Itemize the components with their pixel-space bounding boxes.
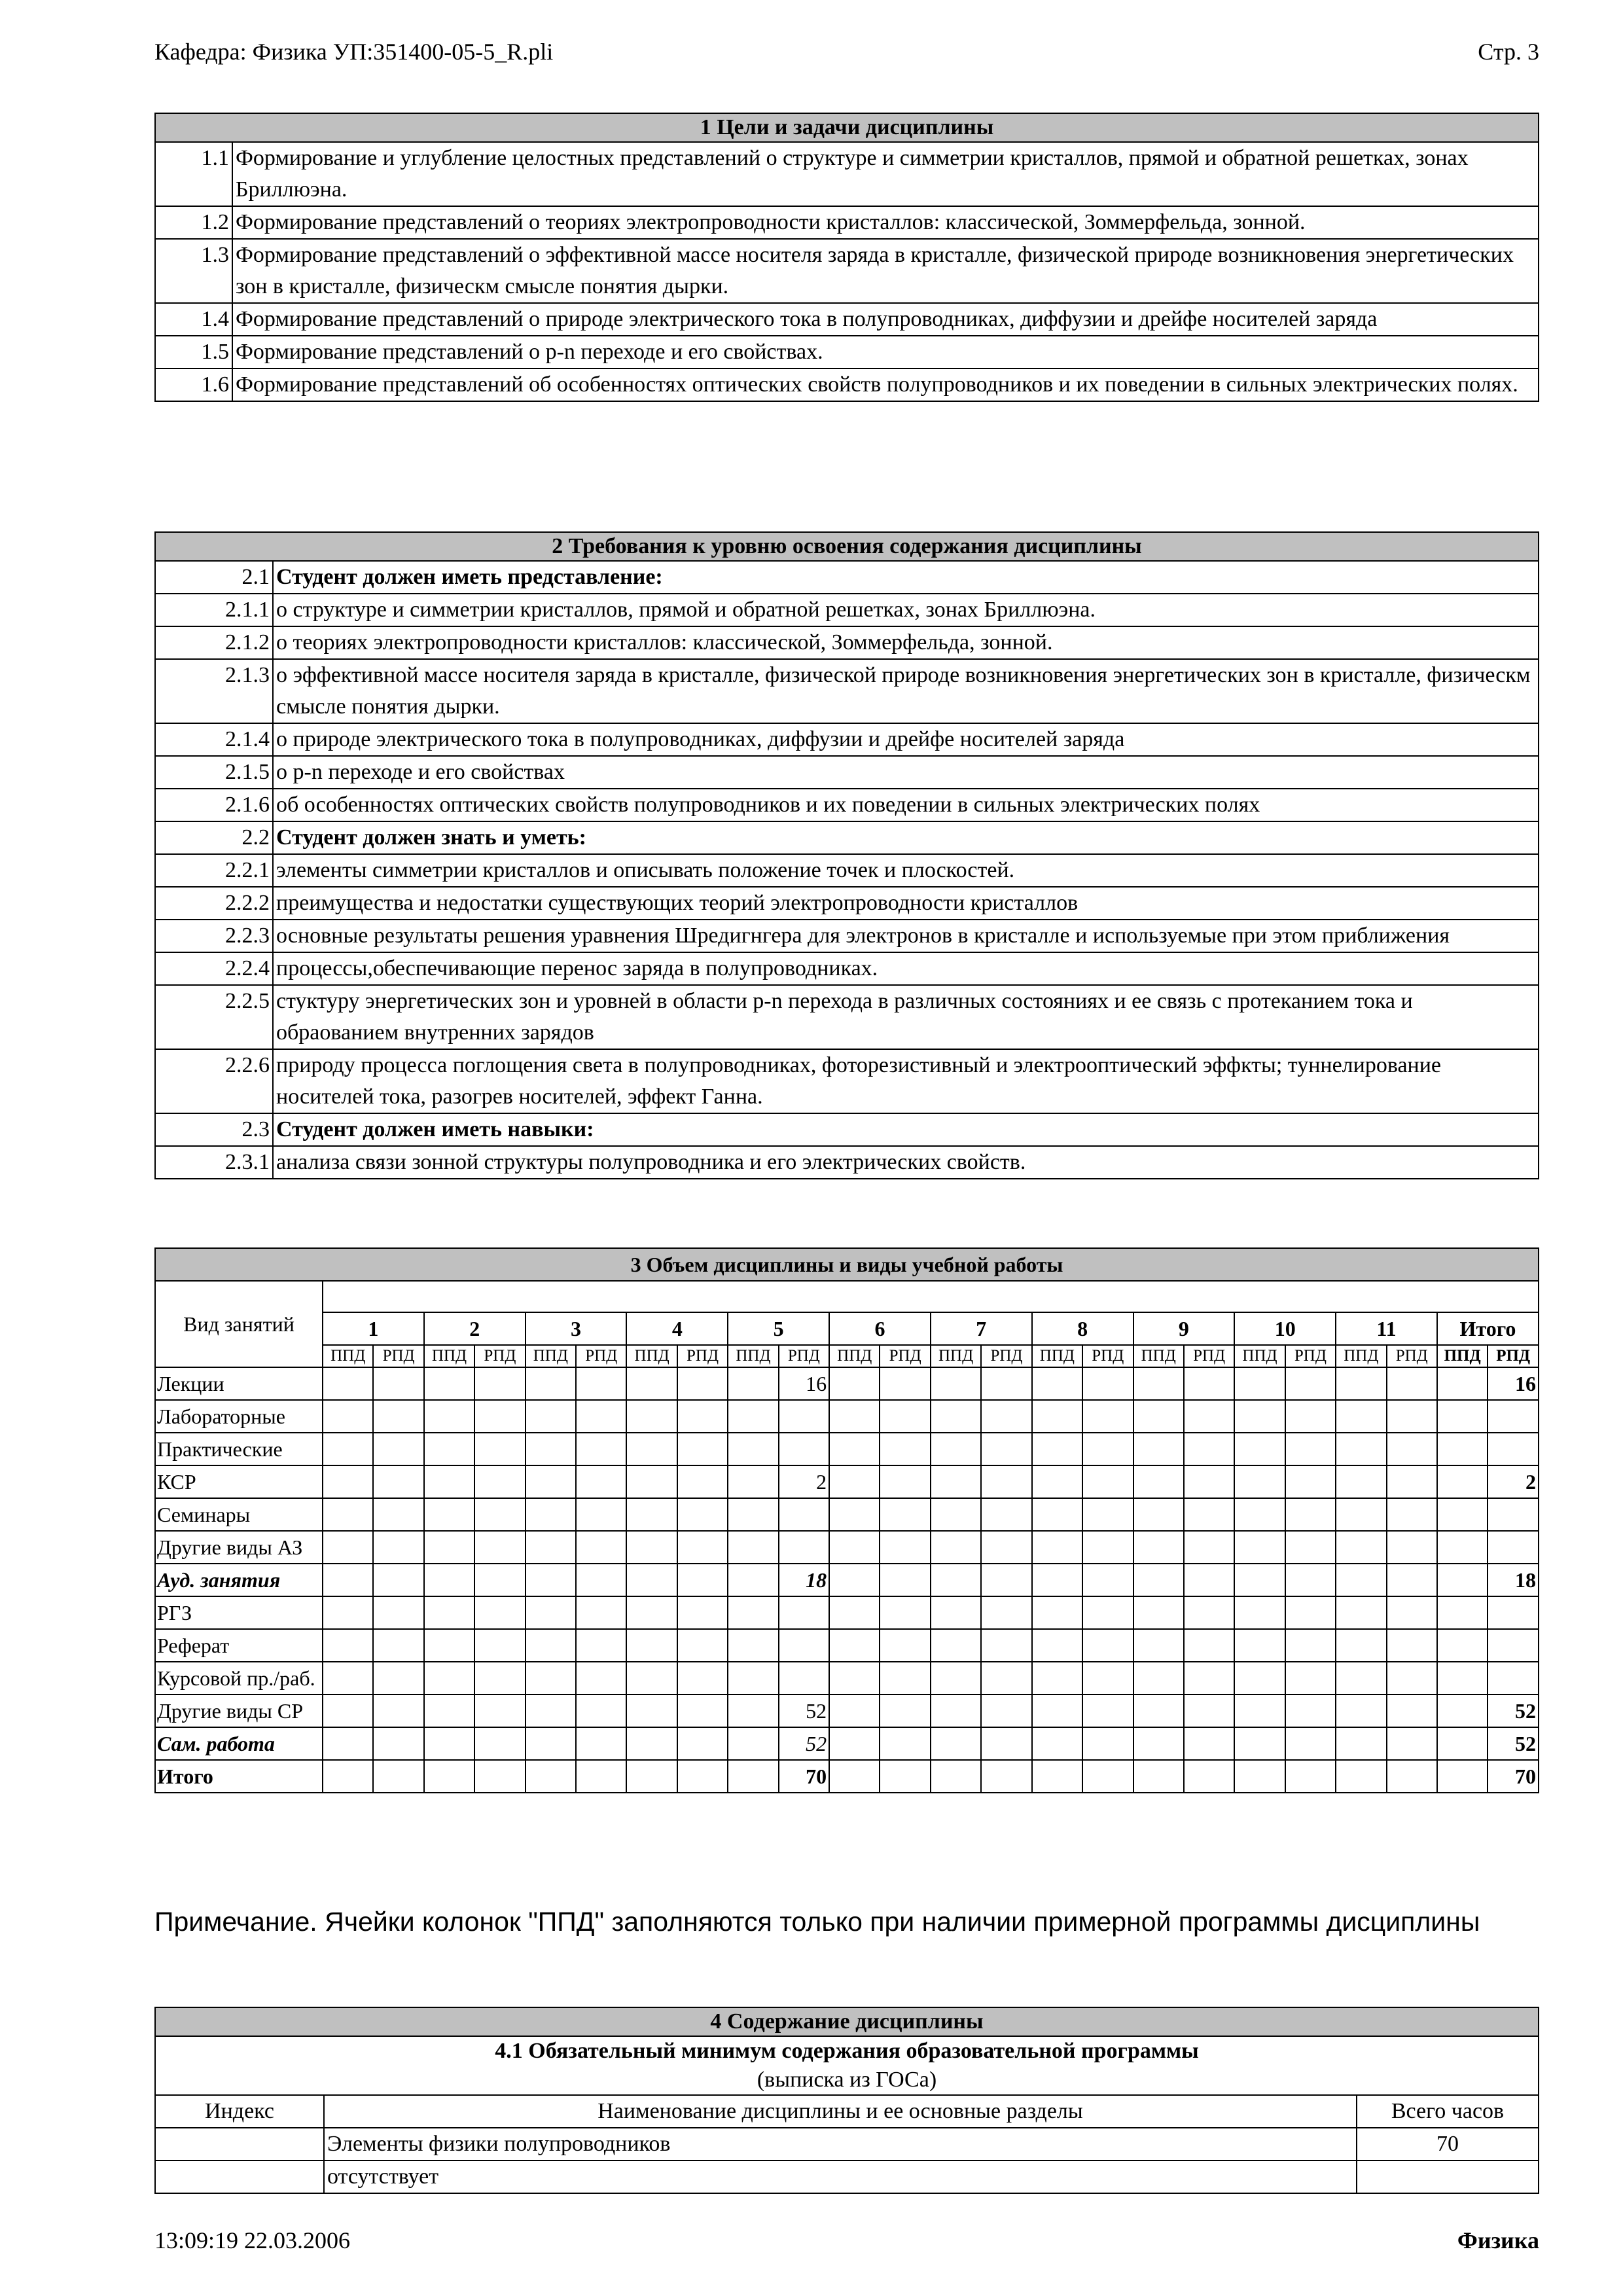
section-4-title: 4 Содержание дисциплины	[155, 2007, 1539, 2036]
volume-row	[155, 1695, 1539, 1727]
requirement-text: преимущества и недостатки существующих теорий электропроводности кристаллов	[273, 887, 1539, 920]
rpd-subheader: РПД	[981, 1345, 1031, 1367]
sem5-rpd-value	[779, 1400, 829, 1433]
requirement-text: процессы,обеспечивающие перенос заряда в полупроводниках.	[273, 952, 1539, 985]
requirement-row	[155, 756, 1539, 789]
requirement-number: 2.2.3	[155, 920, 273, 952]
rpd-subheader: РПД	[373, 1345, 423, 1367]
sem5-rpd-value	[779, 1498, 829, 1531]
content-index	[155, 2161, 324, 2193]
requirement-text: о структуре и симметрии кристаллов, прямой и обратной решетках, зонах Бриллюэна.	[273, 594, 1539, 626]
sem5-rpd-value	[779, 1433, 829, 1465]
section-3	[154, 1247, 1539, 1793]
goal-text: Формирование представлений о эффективной массе носителя заряда в кристалле, физической природе возникновения энергетических зон в кристалле, физическм смысле понятия дырки.	[232, 239, 1539, 303]
rpd-subheader: РПД	[474, 1345, 525, 1367]
requirement-text: природу процесса поглощения света в полупроводниках, фоторезистивный и электрооптический эффкты; туннелирование носителей тока, разогрев носителей, эффект Ганна.	[273, 1049, 1539, 1113]
requirement-number: 2.1.4	[155, 723, 273, 756]
requirement-row	[155, 952, 1539, 985]
sem5-rpd-value: 52	[779, 1695, 829, 1727]
requirement-number: 2.2.2	[155, 887, 273, 920]
goal-number: 1.2	[155, 206, 232, 239]
requirement-text: Студент должен знать и уметь:	[273, 821, 1539, 854]
goal-text: Формирование представлений о теориях электропроводности кристаллов: классической, Зоммерфельда, зонной.	[232, 206, 1539, 239]
volume-row	[155, 1367, 1539, 1400]
activity-label: РГЗ	[155, 1596, 323, 1629]
semester-header: 9	[1133, 1312, 1235, 1345]
goal-row	[155, 368, 1539, 401]
requirement-text: Студент должен иметь навыки:	[273, 1113, 1539, 1146]
goal-row	[155, 303, 1539, 336]
rpd-subheader: РПД	[880, 1345, 930, 1367]
ppd-subheader: ППД	[1437, 1345, 1488, 1367]
requirement-row	[155, 659, 1539, 723]
volume-row	[155, 1564, 1539, 1596]
content-index	[155, 2128, 324, 2161]
requirement-text: о природе электрического тока в полупроводниках, диффузии и дрейфе носителей заряда	[273, 723, 1539, 756]
ppd-subheader: ППД	[1234, 1345, 1285, 1367]
kind-header: Вид занятий	[155, 1281, 323, 1367]
volume-row	[155, 1596, 1539, 1629]
activity-label: Практические	[155, 1433, 323, 1465]
goal-number: 1.4	[155, 303, 232, 336]
ppd-subheader: ППД	[323, 1345, 373, 1367]
total-rpd-value: 52	[1488, 1727, 1539, 1760]
total-rpd-value	[1488, 1662, 1539, 1695]
section-2	[154, 531, 1539, 1179]
requirement-number: 2.1.1	[155, 594, 273, 626]
requirement-row	[155, 626, 1539, 659]
requirement-row	[155, 854, 1539, 887]
requirement-number: 2.3	[155, 1113, 273, 1146]
ppd-subheader: ППД	[931, 1345, 981, 1367]
semester-header: 11	[1336, 1312, 1437, 1345]
requirement-row	[155, 594, 1539, 626]
volume-row	[155, 1531, 1539, 1564]
rpd-subheader: РПД	[1285, 1345, 1336, 1367]
content-name: Элементы физики полупроводников	[324, 2128, 1357, 2161]
ppd-subheader: ППД	[526, 1345, 576, 1367]
goal-row	[155, 239, 1539, 303]
rpd-subheader: РПД	[1082, 1345, 1133, 1367]
requirement-row	[155, 887, 1539, 920]
goal-number: 1.1	[155, 142, 232, 206]
requirement-text: анализа связи зонной структуры полупроводника и его электрических свойств.	[273, 1146, 1539, 1179]
requirement-number: 2.2.4	[155, 952, 273, 985]
goal-row	[155, 142, 1539, 206]
requirement-row	[155, 985, 1539, 1049]
rpd-subheader: РПД	[779, 1345, 829, 1367]
col-hours-header: Всего часов	[1357, 2095, 1539, 2128]
ppd-subheader: ППД	[829, 1345, 880, 1367]
activity-label: КСР	[155, 1465, 323, 1498]
semester-header: 3	[526, 1312, 627, 1345]
requirement-number: 2.2	[155, 821, 273, 854]
requirement-text: элементы симметрии кристаллов и описывать положение точек и плоскостей.	[273, 854, 1539, 887]
section-4	[154, 2007, 1539, 2194]
ppd-subheader: ППД	[1133, 1345, 1184, 1367]
requirement-row	[155, 723, 1539, 756]
rpd-subheader: РПД	[1387, 1345, 1437, 1367]
semester-header: 1	[323, 1312, 424, 1345]
semester-header: 7	[931, 1312, 1032, 1345]
section-4-subtitle: 4.1 Обязательный минимум содержания образовательной программы	[495, 2039, 1199, 2063]
ppd-subheader: ППД	[1032, 1345, 1082, 1367]
ppd-subheader: ППД	[626, 1345, 677, 1367]
requirement-row	[155, 821, 1539, 854]
goal-text: Формирование и углубление целостных представлений о структуре и симметрии кристаллов, прямой и обратной решетках, зонах Бриллюэна.	[232, 142, 1539, 206]
requirement-text: о теориях электропроводности кристаллов: классической, Зоммерфельда, зонной.	[273, 626, 1539, 659]
semester-header: 4	[626, 1312, 728, 1345]
section-3-title: 3 Объем дисциплины и виды учебной работы	[155, 1248, 1539, 1281]
total-rpd-value	[1488, 1400, 1539, 1433]
section-4-subtitle2: (выписка из ГОСа)	[757, 2068, 937, 2092]
requirement-text: о p-n переходе и его свойствах	[273, 756, 1539, 789]
activity-label: Курсовой пр./раб.	[155, 1662, 323, 1695]
footer-left: 13:09:19 22.03.2006	[154, 2227, 351, 2253]
page-footer	[154, 2227, 1539, 2254]
requirement-number: 2.1.3	[155, 659, 273, 723]
ppd-subheader: ППД	[1336, 1345, 1386, 1367]
goal-text: Формирование представлений об особенностях оптических свойств полупроводников и их поведении в сильных электрических полях.	[232, 368, 1539, 401]
goal-row	[155, 206, 1539, 239]
goal-number: 1.5	[155, 336, 232, 368]
header-left: Кафедра: Физика УП:351400-05-5_R.pli	[154, 39, 554, 65]
semester-header: 8	[1032, 1312, 1133, 1345]
content-hours	[1357, 2161, 1539, 2193]
section-1-title: 1 Цели и задачи дисциплины	[155, 113, 1539, 142]
rpd-subheader: РПД	[1184, 1345, 1234, 1367]
activity-label: Сам. работа	[155, 1727, 323, 1760]
requirement-text: стуктуру энергетических зон и уровней в области p-n перехода в различных состояниях и ее связь с протеканием тока и обраованием внутренних зарядов	[273, 985, 1539, 1049]
total-rpd-value	[1488, 1433, 1539, 1465]
sem5-rpd-value	[779, 1662, 829, 1695]
requirement-row	[155, 1049, 1539, 1113]
page-header	[154, 38, 1539, 65]
goal-row	[155, 336, 1539, 368]
section-2-table	[154, 531, 1539, 1179]
activity-label: Другие виды СР	[155, 1695, 323, 1727]
requirement-text: о эффективной массе носителя заряда в кристалле, физической природе возникновения энергетических зон в кристалле, физическм смысле понятия дырки.	[273, 659, 1539, 723]
sem5-rpd-value: 70	[779, 1760, 829, 1793]
requirement-row	[155, 561, 1539, 594]
requirement-row	[155, 1146, 1539, 1179]
requirement-number: 2.2.5	[155, 985, 273, 1049]
ppd-subheader: ППД	[424, 1345, 474, 1367]
header-right: Стр. 3	[1478, 39, 1539, 65]
requirement-row	[155, 789, 1539, 821]
volume-row	[155, 1727, 1539, 1760]
activity-label: Другие виды АЗ	[155, 1531, 323, 1564]
semester-header: 10	[1234, 1312, 1336, 1345]
total-rpd-value	[1488, 1498, 1539, 1531]
sem5-rpd-value: 2	[779, 1465, 829, 1498]
content-table	[154, 2007, 1539, 2194]
total-rpd-value: 16	[1488, 1367, 1539, 1400]
sem5-rpd-value	[779, 1629, 829, 1662]
goal-number: 1.6	[155, 368, 232, 401]
content-row	[155, 2128, 1539, 2161]
activity-label: Лекции	[155, 1367, 323, 1400]
requirement-number: 2.1.2	[155, 626, 273, 659]
volume-row	[155, 1433, 1539, 1465]
requirement-row	[155, 1113, 1539, 1146]
activity-label: Итого	[155, 1760, 323, 1793]
requirement-number: 2.1	[155, 561, 273, 594]
content-name: отсутствует	[324, 2161, 1357, 2193]
goal-text: Формирование представлений о природе электрического тока в полупроводниках, диффузии и дрейфе носителей заряда	[232, 303, 1539, 336]
volume-row	[155, 1498, 1539, 1531]
col-name-header: Наименование дисциплины и ее основные разделы	[324, 2095, 1357, 2128]
volume-row	[155, 1400, 1539, 1433]
total-rpd-value	[1488, 1596, 1539, 1629]
requirement-text: об особенностях оптических свойств полупроводников и их поведении в сильных электрических полях	[273, 789, 1539, 821]
volume-table	[154, 1247, 1539, 1793]
requirement-text: Студент должен иметь представление:	[273, 561, 1539, 594]
content-row	[155, 2161, 1539, 2193]
footer-right: Физика	[1457, 2227, 1539, 2253]
sem5-rpd-value	[779, 1596, 829, 1629]
section-1	[154, 113, 1539, 402]
total-rpd-value	[1488, 1629, 1539, 1662]
semester-header: 2	[424, 1312, 526, 1345]
requirement-number: 2.1.6	[155, 789, 273, 821]
activity-label: Реферат	[155, 1629, 323, 1662]
section-2-title: 2 Требования к уровню освоения содержания дисциплины	[155, 532, 1539, 561]
volume-row	[155, 1629, 1539, 1662]
total-header: Итого	[1437, 1312, 1539, 1345]
col-index-header: Индекс	[155, 2095, 324, 2128]
activity-label: Лабораторные	[155, 1400, 323, 1433]
rpd-subheader: РПД	[677, 1345, 728, 1367]
sem5-rpd-value: 18	[779, 1564, 829, 1596]
rpd-subheader: РПД	[1488, 1345, 1539, 1367]
goal-text: Формирование представлений о p-n переходе и его свойствах.	[232, 336, 1539, 368]
activity-label: Ауд. занятия	[155, 1564, 323, 1596]
total-rpd-value	[1488, 1531, 1539, 1564]
total-rpd-value: 70	[1488, 1760, 1539, 1793]
requirement-text: основные результаты решения уравнения Шредигнгера для электронов в кристалле и используемые при этом приближения	[273, 920, 1539, 952]
ppd-subheader: ППД	[728, 1345, 778, 1367]
total-rpd-value: 2	[1488, 1465, 1539, 1498]
activity-label: Семинары	[155, 1498, 323, 1531]
sem5-rpd-value: 16	[779, 1367, 829, 1400]
volume-row	[155, 1760, 1539, 1793]
requirement-number: 2.2.1	[155, 854, 273, 887]
total-rpd-value: 18	[1488, 1564, 1539, 1596]
requirement-number: 2.1.5	[155, 756, 273, 789]
total-rpd-value: 52	[1488, 1695, 1539, 1727]
note-text: Примечание. Ячейки колонок "ППД" заполняются только при наличии примерной программы дисциплины	[154, 1907, 1480, 1937]
semester-header: 6	[829, 1312, 931, 1345]
requirement-row	[155, 920, 1539, 952]
volume-row	[155, 1465, 1539, 1498]
sem5-rpd-value: 52	[779, 1727, 829, 1760]
content-hours: 70	[1357, 2128, 1539, 2161]
rpd-subheader: РПД	[576, 1345, 626, 1367]
requirement-number: 2.3.1	[155, 1146, 273, 1179]
sem5-rpd-value	[779, 1531, 829, 1564]
requirement-number: 2.2.6	[155, 1049, 273, 1113]
semester-header: 5	[728, 1312, 829, 1345]
volume-row	[155, 1662, 1539, 1695]
goal-number: 1.3	[155, 239, 232, 303]
section-1-table	[154, 113, 1539, 402]
